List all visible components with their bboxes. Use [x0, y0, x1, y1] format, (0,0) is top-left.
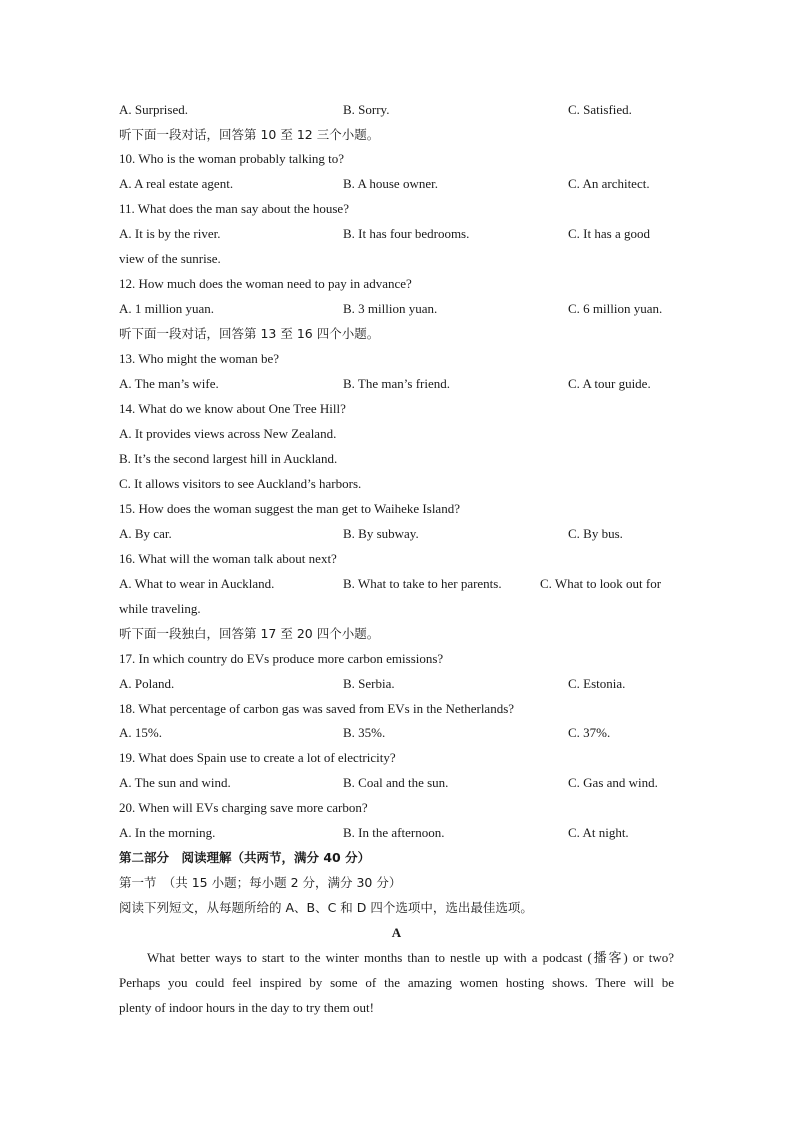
- question-19: 19. What does Spain use to create a lot of electricity?: [119, 750, 396, 765]
- q17-option-c: C. Estonia.: [568, 676, 626, 691]
- q15-option-c: C. By bus.: [568, 526, 623, 541]
- q18-option-b: B. 35%.: [343, 725, 386, 740]
- q13-option-a: A. The man’s wife.: [119, 376, 219, 391]
- question-20: 20. When will EVs charging save more carbon?: [119, 800, 368, 815]
- q10-option-a: A. A real estate agent.: [119, 176, 234, 191]
- q15-option-b: B. By subway.: [343, 526, 419, 541]
- q19-option-a: A. The sun and wind.: [119, 775, 231, 790]
- q9-option-a: A. Surprised.: [119, 102, 188, 117]
- q9-option-b: B. Sorry.: [343, 102, 390, 117]
- section-one-heading: 第一节 （共 15 小题；每小题 2 分，满分 30 分）: [119, 875, 402, 890]
- q12-option-a: A. 1 million yuan.: [119, 301, 214, 316]
- q14-option-b: B. It’s the second largest hill in Auckland.: [119, 451, 338, 466]
- question-12: 12. How much does the woman need to pay in advance?: [119, 276, 412, 291]
- q16-option-c-continued: while traveling.: [119, 601, 201, 616]
- question-17: 17. In which country do EVs produce more carbon emissions?: [119, 651, 444, 666]
- q14-option-c: C. It allows visitors to see Auckland’s harbors.: [119, 476, 362, 491]
- q18-option-c: C. 37%.: [568, 725, 611, 740]
- q20-option-c: C. At night.: [568, 825, 629, 840]
- q11-option-b: B. It has four bedrooms.: [343, 226, 470, 241]
- q16-option-c: C. What to look out for: [540, 576, 662, 591]
- q17-option-a: A. Poland.: [119, 676, 175, 691]
- q13-option-c: C. A tour guide.: [568, 376, 651, 391]
- question-18: 18. What percentage of carbon gas was saved from EVs in the Netherlands?: [119, 701, 515, 716]
- question-14: 14. What do we know about One Tree Hill?: [119, 401, 346, 416]
- q17-option-b: B. Serbia.: [343, 676, 395, 691]
- q18-option-a: A. 15%.: [119, 725, 162, 740]
- passage-label: A: [391, 925, 402, 940]
- section-heading-10-12: 听下面一段对话，回答第 10 至 12 三个小题。: [119, 127, 380, 142]
- q16-option-a: A. What to wear in Auckland.: [119, 576, 275, 591]
- q10-option-b: B. A house owner.: [343, 176, 438, 191]
- passage-line-3: plenty of indoor hours in the day to try them out!: [119, 1000, 374, 1015]
- section-heading-13-16: 听下面一段对话，回答第 13 至 16 四个小题。: [119, 326, 380, 341]
- q13-option-b: B. The man’s friend.: [343, 376, 450, 391]
- q11-option-c: C. It has a good: [568, 226, 650, 241]
- q9-option-c: C. Satisfied.: [568, 102, 632, 117]
- q12-option-c: C. 6 million yuan.: [568, 301, 663, 316]
- question-10: 10. Who is the woman probably talking to?: [119, 151, 345, 166]
- question-15: 15. How does the woman suggest the man get to Waiheke Island?: [119, 501, 460, 516]
- section-heading-17-20: 听下面一段独白，回答第 17 至 20 四个小题。: [119, 626, 380, 641]
- q19-option-c: C. Gas and wind.: [568, 775, 658, 790]
- reading-instructions: 阅读下列短文，从每题所给的 A、B、C 和 D 四个选项中，选出最佳选项。: [119, 900, 533, 915]
- q11-option-c-continued: view of the sunrise.: [119, 251, 221, 266]
- q12-option-b: B. 3 million yuan.: [343, 301, 438, 316]
- part-two-heading: 第二部分 阅读理解（共两节，满分 40 分）: [119, 850, 371, 865]
- passage-line-2: Perhaps you could feel inspired by some of the amazing women hosting shows. There will be: [119, 975, 674, 990]
- q20-option-b: B. In the afternoon.: [343, 825, 445, 840]
- q20-option-a: A. In the morning.: [119, 825, 216, 840]
- q14-option-a: A. It provides views across New Zealand.: [119, 426, 337, 441]
- q16-option-b: B. What to take to her parents.: [343, 576, 502, 591]
- question-11: 11. What does the man say about the house?: [119, 201, 349, 216]
- q11-option-a: A. It is by the river.: [119, 226, 221, 241]
- question-13: 13. Who might the woman be?: [119, 351, 280, 366]
- question-16: 16. What will the woman talk about next?: [119, 551, 337, 566]
- passage-line-1: What better ways to start to the winter months than to nestle up with a podcast (播客) or two?: [147, 950, 674, 965]
- q10-option-c: C. An architect.: [568, 176, 650, 191]
- q19-option-b: B. Coal and the sun.: [343, 775, 449, 790]
- q15-option-a: A. By car.: [119, 526, 172, 541]
